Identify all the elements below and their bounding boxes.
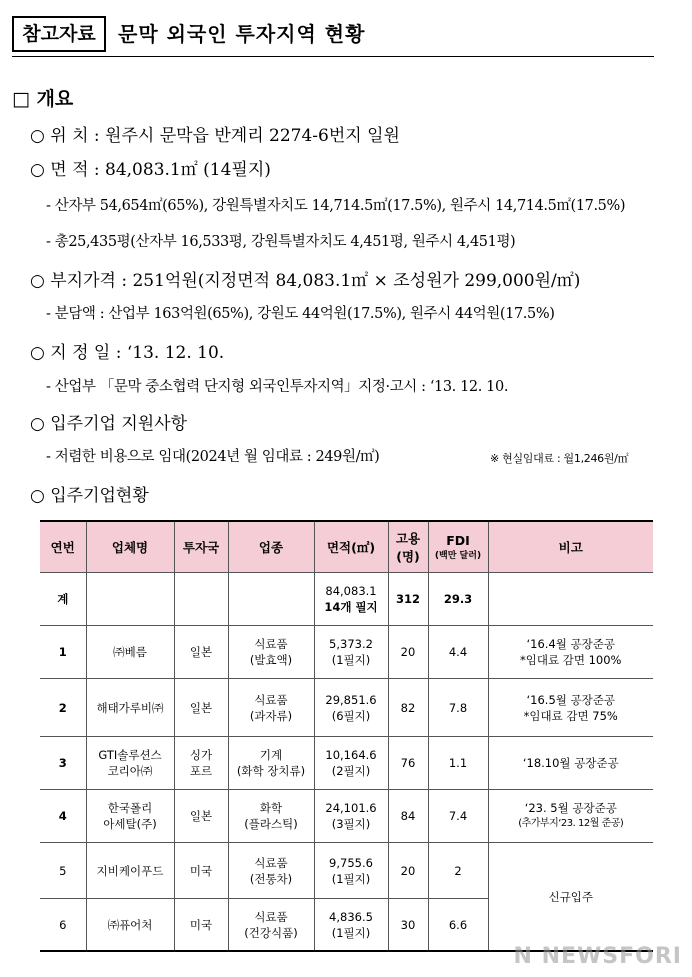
row-note	[488, 626, 653, 679]
row-area	[314, 737, 388, 790]
total-fdi: 29.3	[428, 573, 488, 626]
note-line: ‘16.5월 공장준공	[526, 692, 615, 707]
table-total-row	[40, 573, 653, 626]
note-line: *임대료 감면 100%	[520, 653, 622, 667]
row-area	[314, 626, 388, 679]
area-parcels: (1필지)	[331, 871, 371, 886]
header-fdi	[428, 521, 488, 573]
table-row	[40, 790, 653, 843]
row-industry	[228, 899, 314, 952]
row-company	[86, 790, 174, 843]
row-note	[488, 679, 653, 737]
industry-detail: (발효액)	[249, 653, 293, 667]
row-country: 일본	[174, 626, 228, 679]
industry-name: 화학	[259, 801, 283, 815]
total-area-value: 84,083.1	[325, 584, 377, 598]
header-no: 연번	[40, 521, 86, 573]
area-value: 10,164.6	[325, 748, 377, 762]
row-no: 2	[40, 679, 86, 737]
row-employment: 76	[388, 737, 428, 790]
document-header	[12, 16, 654, 56]
row-employment: 20	[388, 626, 428, 679]
note-line: ‘16.4월 공장준공	[526, 637, 615, 651]
table-row	[40, 843, 653, 899]
header-fdi-label: FDI	[446, 533, 470, 548]
area-pyeong-line: - 총25,435평(산자부 16,533평, 강원특별자치도 4,451평, 원주시 4,451평)	[46, 234, 516, 250]
country-line: 싱가	[189, 748, 213, 762]
row-fdi: 6.6	[428, 899, 488, 952]
row-fdi: 4.4	[428, 626, 488, 679]
row-country: 일본	[174, 679, 228, 737]
area-value: 9,755.6	[329, 855, 373, 870]
table-row	[40, 737, 653, 790]
industry-detail: (화학 장치류)	[236, 764, 306, 778]
header-note: 비고	[488, 521, 653, 573]
row-area	[314, 843, 388, 899]
total-parcels: 14개 필지	[324, 600, 378, 614]
row-industry	[228, 790, 314, 843]
row-country: 미국	[174, 899, 228, 952]
industry-detail: (플라스틱)	[244, 817, 298, 831]
row-industry	[228, 843, 314, 899]
row-note: ‘18.10월 공장준공	[488, 737, 653, 790]
new-tenant-note: 신규입주	[488, 843, 653, 952]
row-employment: 20	[388, 843, 428, 899]
reference-badge: 참고자료	[12, 16, 106, 52]
industry-name: 식료품	[254, 637, 288, 651]
country-line: 포르	[189, 764, 213, 778]
header-industry: 업종	[228, 521, 314, 573]
row-fdi: 1.1	[428, 737, 488, 790]
table-cell	[86, 573, 174, 626]
company-line: GTI솔루션스	[98, 748, 162, 762]
note-line: *임대료 감면 75%	[523, 708, 618, 723]
row-employment: 82	[388, 679, 428, 737]
note-line: (추가부지‘23. 12월 준공)	[518, 818, 624, 829]
designation-notice-line: - 산업부 「문막 중소협력 단지형 외국인투자지역」지정·고시 : ‘13. 12. 10.	[46, 379, 509, 395]
tenant-table	[40, 520, 653, 952]
row-country: 미국	[174, 843, 228, 899]
row-company: ㈜베름	[86, 626, 174, 679]
header-area: 면적(㎡)	[314, 521, 388, 573]
land-price-line: ○ 부지가격 : 251억원(지정면적 84,083.1㎡ × 조성원가 299,000원/㎡)	[30, 271, 581, 291]
company-line: 한국폴리	[107, 801, 153, 815]
newsfori-watermark: N NEWSFORI	[513, 944, 682, 969]
total-employment: 312	[388, 573, 428, 626]
industry-name: 기계	[259, 748, 283, 762]
header-employment-unit: (명)	[396, 549, 420, 564]
row-no: 6	[40, 899, 86, 952]
row-area	[314, 899, 388, 952]
cost-share-line: - 분담액 : 산업부 163억원(65%), 강원도 44억원(17.5%), 원주시 44억원(17.5%)	[46, 306, 555, 322]
area-parcels: (2필지)	[331, 764, 371, 778]
rent-line: - 저렴한 비용으로 임대(2024년 월 임대료 : 249원/㎡)	[46, 449, 380, 465]
designation-date-line: ○ 지 정 일 : ‘13. 12. 10.	[30, 343, 225, 363]
header-company: 업체명	[86, 521, 174, 573]
tenant-status-heading: ○ 입주기업현황	[30, 486, 149, 506]
area-value: 5,373.2	[329, 637, 373, 651]
row-industry	[228, 737, 314, 790]
area-value: 24,101.6	[325, 801, 377, 815]
table-cell	[228, 573, 314, 626]
row-employment: 84	[388, 790, 428, 843]
header-rule	[12, 56, 654, 57]
location-line: ○ 위 치 : 원주시 문막읍 반계리 2274-6번지 일원	[30, 126, 400, 146]
row-country: 일본	[174, 790, 228, 843]
industry-name: 식료품	[254, 855, 288, 870]
row-area	[314, 790, 388, 843]
support-heading: ○ 입주기업 지원사항	[30, 414, 188, 434]
note-line: ‘23. 5월 공장준공	[524, 801, 617, 815]
industry-name: 식료품	[254, 909, 288, 924]
header-employment	[388, 521, 428, 573]
industry-name: 식료품	[254, 692, 288, 707]
row-company: 지비케이푸드	[86, 843, 174, 899]
row-company: 해태가루비㈜	[86, 679, 174, 737]
total-area	[314, 573, 388, 626]
area-parcels: (1필지)	[331, 925, 371, 940]
area-line: ○ 면 적 : 84,083.1㎡ (14필지)	[30, 160, 271, 180]
header-employment-label: 고용	[395, 531, 421, 546]
row-no: 5	[40, 843, 86, 899]
row-note	[488, 790, 653, 843]
page-title: 문막 외국인 투자지역 현황	[118, 22, 366, 46]
industry-detail: (과자류)	[249, 708, 293, 723]
row-country	[174, 737, 228, 790]
area-value: 4,836.5	[329, 909, 373, 924]
table-row	[40, 626, 653, 679]
area-detail-line: - 산자부 54,654㎡(65%), 강원특별자치도 14,714.5㎡(17.5%), 원주시 14,714.5㎡(17.5%)	[46, 198, 626, 214]
row-no: 4	[40, 790, 86, 843]
table-row	[40, 679, 653, 737]
row-no: 1	[40, 626, 86, 679]
row-no: 3	[40, 737, 86, 790]
overview-heading: □ 개요	[12, 88, 74, 110]
industry-detail: (전통차)	[249, 871, 293, 886]
row-employment: 30	[388, 899, 428, 952]
header-country: 투자국	[174, 521, 228, 573]
row-company: ㈜퓨어처	[86, 899, 174, 952]
table-header-row	[40, 521, 653, 573]
row-industry	[228, 626, 314, 679]
company-line: 아세탈(주)	[103, 817, 157, 831]
actual-rent-note: ※ 현실임대료 : 월1,246원/㎡	[490, 452, 629, 465]
header-fdi-unit: (백만 달러)	[434, 551, 482, 561]
total-label: 계	[40, 573, 86, 626]
area-parcels: (6필지)	[331, 708, 371, 723]
row-area	[314, 679, 388, 737]
row-company	[86, 737, 174, 790]
table-cell	[174, 573, 228, 626]
row-fdi: 7.4	[428, 790, 488, 843]
industry-detail: (건강식품)	[244, 925, 298, 940]
row-industry	[228, 679, 314, 737]
area-value: 29,851.6	[325, 692, 377, 707]
area-parcels: (1필지)	[331, 653, 371, 667]
table-cell	[488, 573, 653, 626]
row-fdi: 2	[428, 843, 488, 899]
company-line: 코리아㈜	[107, 764, 153, 778]
area-parcels: (3필지)	[331, 817, 371, 831]
row-fdi: 7.8	[428, 679, 488, 737]
